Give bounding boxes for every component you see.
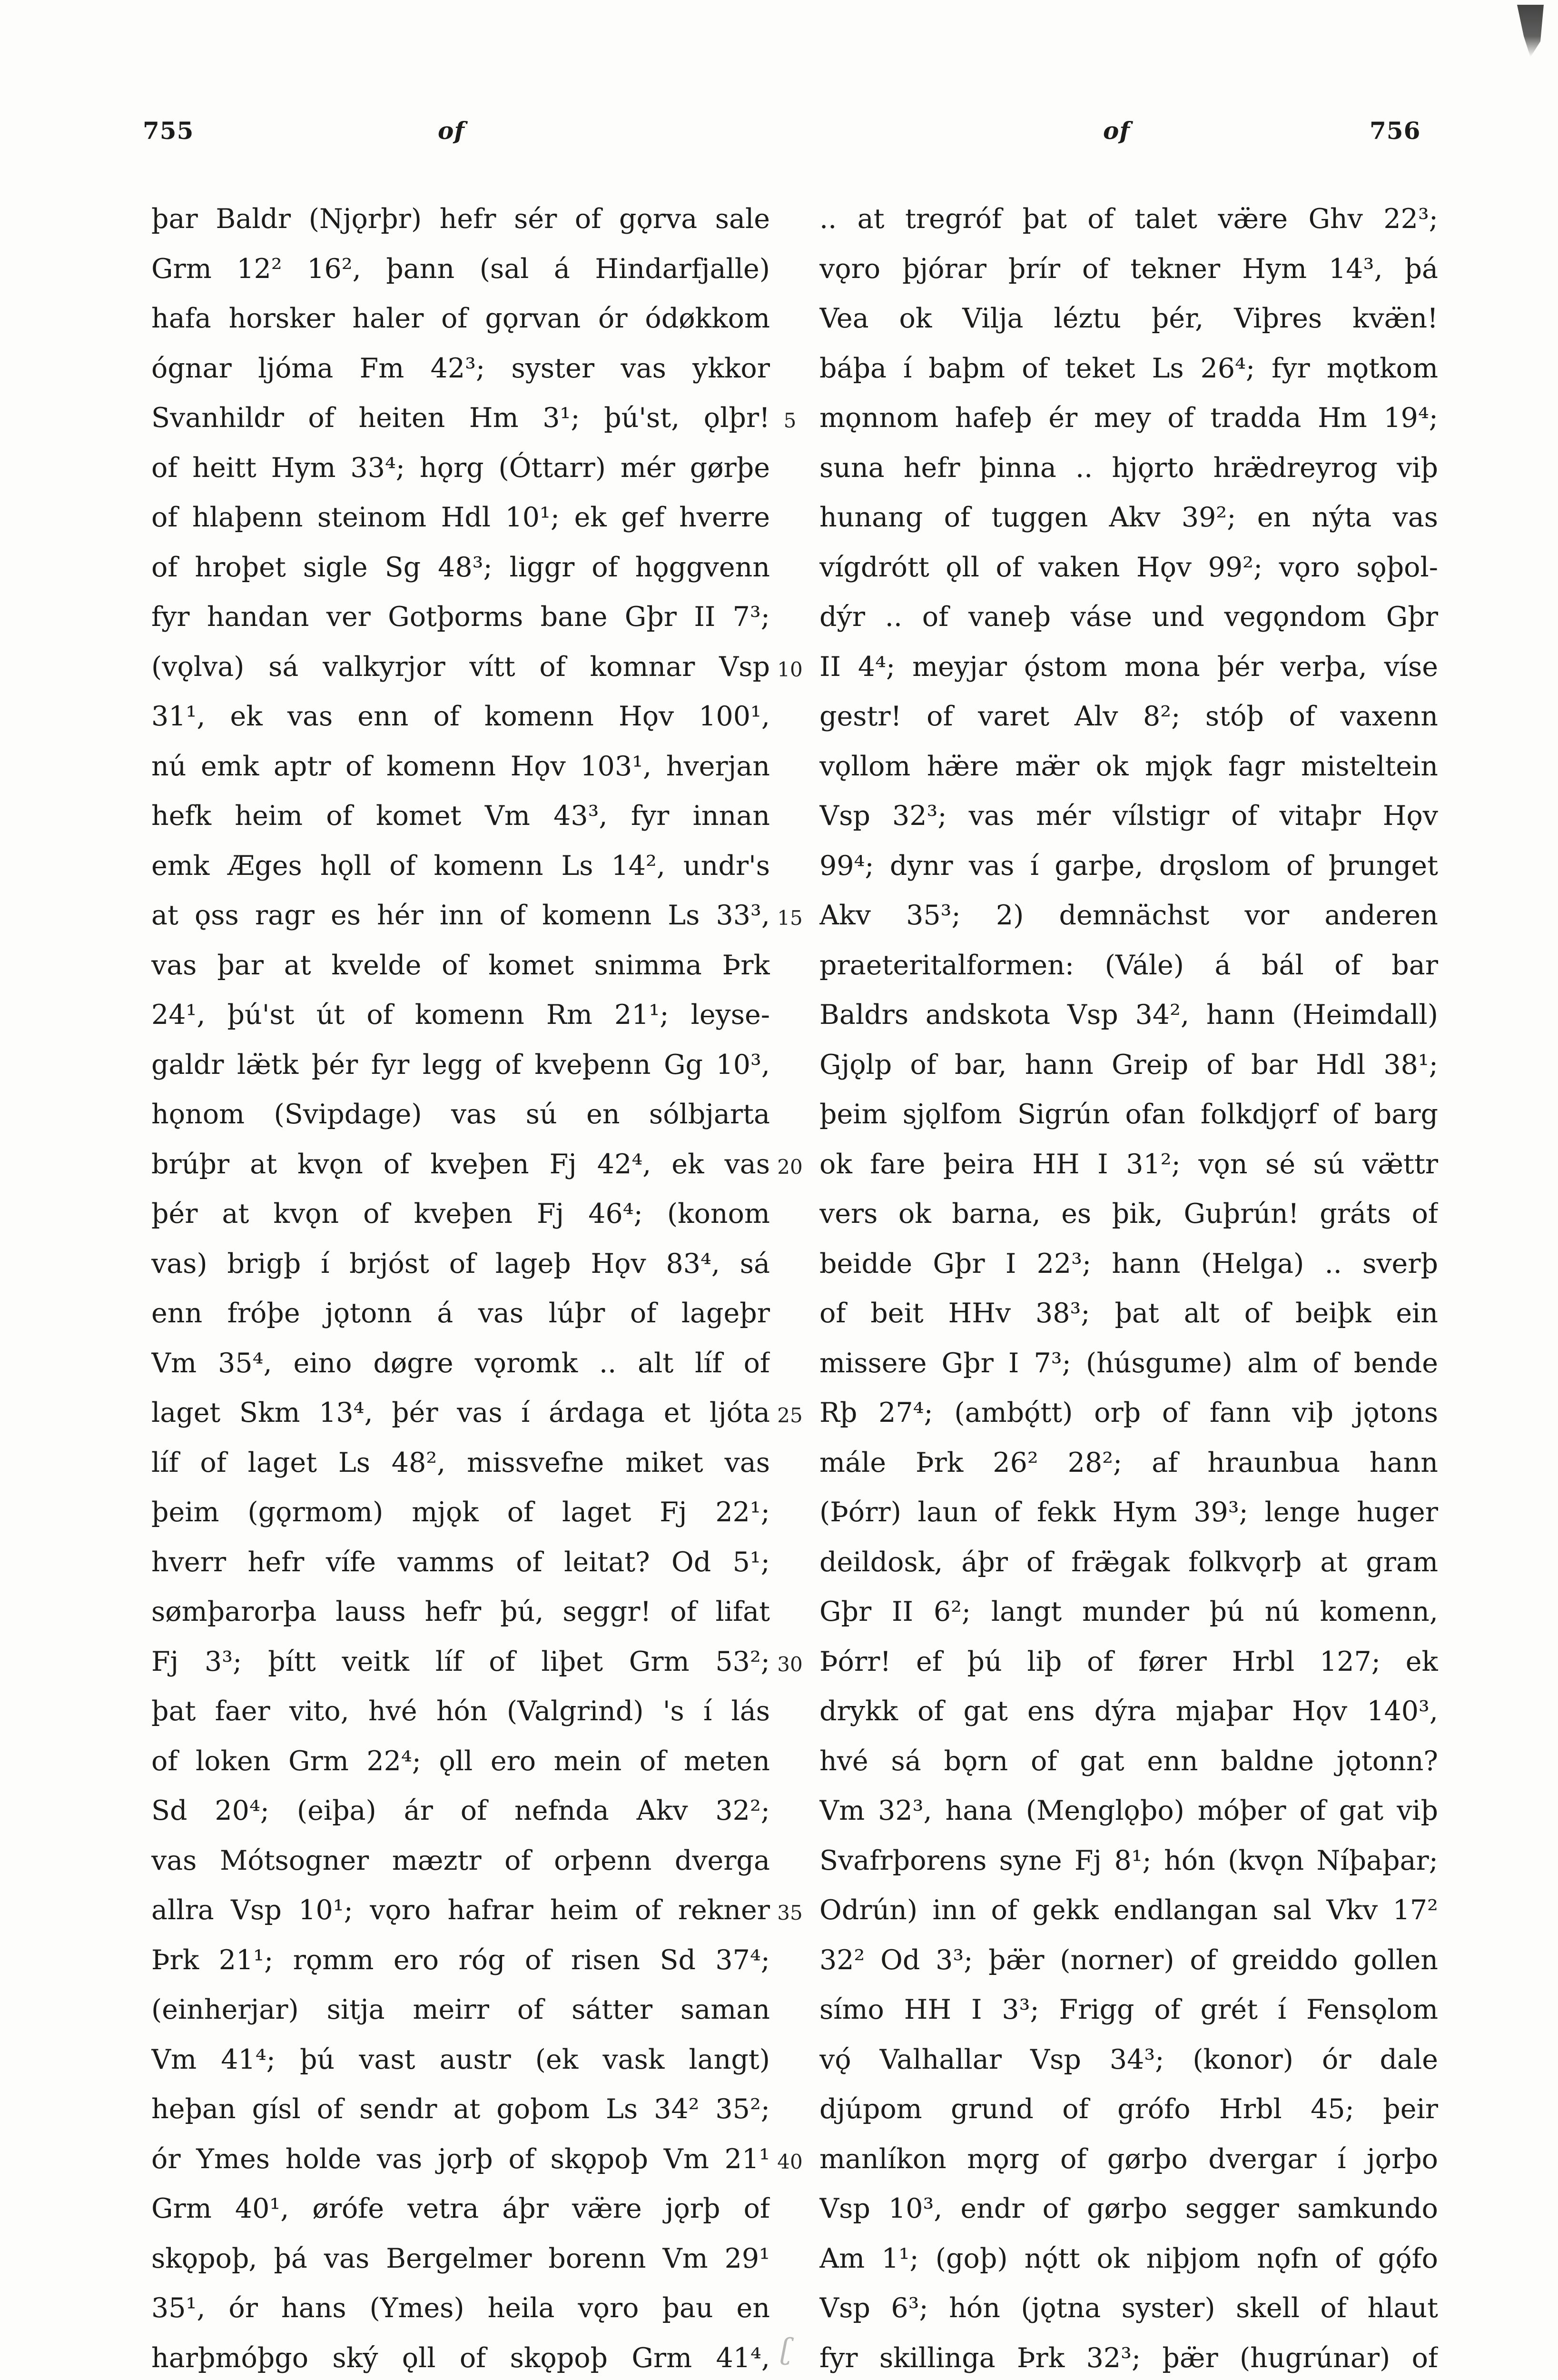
text-line: hvé sá bǫrn of gat enn baldne jǫtonn? <box>819 1745 1438 1777</box>
text-line: vǫ́ Valhallar Vsp 34³; (konor) ór dale <box>819 2043 1438 2075</box>
text-line: of hlaþenn steinom Hdl 10¹; ek gef hverre <box>151 502 770 533</box>
text-line: Baldrs andskota Vsp 34², hann (Heimdall) <box>819 999 1438 1031</box>
text-line: báþa í baþm of teket Ls 26⁴; fyr mǫtkom <box>819 352 1438 384</box>
page-corner-mark <box>1510 5 1544 57</box>
text-line: Vm 32³, hana (Menglǫþo) móþer of gat viþ <box>819 1795 1438 1826</box>
text-line: þat faer vito, hvé hón (Valgrind) 's í lás <box>151 1696 770 1727</box>
text-line: vígdrótt ǫll of vaken Hǫv 99²; vǫro sǫþol- <box>819 551 1438 583</box>
text-line: (vǫlva) sá valkyrjor vítt of komnar Vsp <box>151 651 770 683</box>
text-line: Svanhildr of heiten Hm 3¹; þú'st, ǫlþr! <box>151 402 770 434</box>
line-number: 40 <box>777 2150 803 2173</box>
text-line: of hroþet sigle Sg 48³; liggr of hǫggvenn <box>151 551 770 583</box>
text-line: beidde Gþr I 22³; hann (Helga) .. sverþ <box>819 1248 1438 1279</box>
text-line: þeim sjǫlfom Sigrún ofan folkdjǫrf of barg <box>819 1099 1438 1130</box>
text-line: of beit HHv 38³; þat alt of beiþk ein <box>819 1298 1438 1329</box>
text-line: Þórr! ef þú liþ of fører Hrbl 127; ek <box>819 1646 1438 1677</box>
text-line: Vm 41⁴; þú vast austr (ek vask langt) <box>151 2043 770 2075</box>
text-line: hunang of tuggen Akv 39²; en nýta vas <box>819 502 1438 533</box>
footer-pencil-mark: ʗ <box>780 2332 793 2366</box>
text-line: Svafrþorens syne Fj 8¹; hón (kvǫn Níþaþar; <box>819 1844 1438 1876</box>
text-line: Vm 35⁴, eino døgre vǫromk .. alt líf of <box>151 1347 770 1379</box>
text-line: líf of laget Ls 48², missvefne miket vas <box>151 1447 770 1478</box>
text-line: brúþr at kvǫn of kveþen Fj 42⁴, ek vas <box>151 1148 770 1180</box>
text-line: símo HH I 3³; Frigg of grét í Fensǫlom <box>819 1994 1438 2025</box>
text-line: Vea ok Vilja léztu þér, Viþres kvæ̈n! <box>819 303 1438 334</box>
text-line: hafa horsker haler of gǫrvan ór ódøkkom <box>151 303 770 334</box>
text-line: Grm 40¹, ørófe vetra áþr væ̈re jǫrþ of <box>151 2193 770 2224</box>
text-line: 32² Od 3³; þæ̈r (norner) of greiddo gollen <box>819 1944 1438 1976</box>
text-line: dýr .. of vaneþ váse und vegǫndom Gþr <box>819 601 1438 633</box>
text-line: suna hefr þinna .. hjǫrto hræ̈dreyrog viþ <box>819 452 1438 484</box>
line-number: 35 <box>777 1901 803 1924</box>
text-line: laget Skm 13⁴, þér vas í árdaga et ljóta <box>151 1397 770 1428</box>
text-line: Am 1¹; (goþ) nǫ́tt ok niþjom nǫfn of gǫ́fo <box>819 2242 1438 2274</box>
text-line: Fj 3³; þítt veitk líf of liþet Grm 53²; <box>151 1646 770 1677</box>
text-line: ógnar ljóma Fm 42³; syster vas ykkor <box>151 352 770 384</box>
text-line: Vsp 6³; hón (jǫtna syster) skell of hlaut <box>819 2292 1438 2324</box>
text-line: Þrk 21¹; rǫmm ero róg of risen Sd 37⁴; <box>151 1944 770 1976</box>
text-line: þér at kvǫn of kveþen Fj 46⁴; (konom <box>151 1198 770 1230</box>
text-line: 35¹, ór hans (Ymes) heila vǫro þau en <box>151 2292 770 2324</box>
line-number: 5 <box>783 409 797 432</box>
text-line: vǫllom hæ̈re mæ̈r ok mjǫk fagr misteltein <box>819 750 1438 782</box>
text-line: enn fróþe jǫtonn á vas lúþr of lageþr <box>151 1298 770 1329</box>
text-line: 24¹, þú'st út of komenn Rm 21¹; leyse- <box>151 999 770 1031</box>
text-line: II 4⁴; meyjar ǫ́stom mona þér verþa, víse <box>819 651 1438 683</box>
text-line: sømþarorþa lauss hefr þú, seggr! of lifat <box>151 1596 770 1627</box>
text-line: fyr skillinga Þrk 32³; þæ̈r (hugrúnar) of <box>819 2342 1438 2374</box>
left-running-head: of <box>438 117 465 145</box>
line-number: 20 <box>777 1155 803 1179</box>
line-number: 15 <box>777 906 803 930</box>
text-line: hǫnom (Svipdage) vas sú en sólbjarta <box>151 1099 770 1130</box>
text-line: Vsp 10³, endr of gørþo segger samkundo <box>819 2193 1438 2224</box>
text-line: emk Æges hǫll of komenn Ls 14², undr's <box>151 850 770 882</box>
text-line: vǫro þjórar þrír of tekner Hym 14³, þá <box>819 253 1438 285</box>
text-line: Odrún) inn of gekk endlangan sal Vkv 17² <box>819 1894 1438 1926</box>
text-line: galdr læ̈tk þér fyr legg of kveþenn Gg 10³, <box>151 1049 770 1081</box>
left-page-number: 755 <box>143 117 194 145</box>
text-line: Rþ 27⁴; (ambǫ́tt) orþ of fann viþ jǫtons <box>819 1397 1438 1428</box>
left-text-column <box>151 194 770 2380</box>
text-line: gestr! of varet Alv 8²; stóþ of vaxenn <box>819 701 1438 732</box>
text-line: (einherjar) sitja meirr of sátter saman <box>151 1994 770 2025</box>
line-number: 10 <box>777 657 803 681</box>
text-line: vas Mótsogner mæztr of orþenn dverga <box>151 1844 770 1876</box>
line-number: 25 <box>777 1404 803 1427</box>
text-line: at ǫss ragr es hér inn of komenn Ls 33³, <box>151 900 770 931</box>
text-line: of loken Grm 22⁴; ǫll ero mein of meten <box>151 1745 770 1777</box>
text-line: ok fare þeira HH I 31²; vǫn sé sú væ̈ttr <box>819 1148 1438 1180</box>
text-line: þar Baldr (Njǫrþr) hefr sér of gǫrva sale <box>151 203 770 235</box>
text-line: 99⁴; dynr vas í garþe, drǫslom of þrunget <box>819 850 1438 882</box>
text-line: heþan gísl of sendr at goþom Ls 34² 35²; <box>151 2093 770 2125</box>
text-line: 31¹, ek vas enn of komenn Hǫv 100¹, <box>151 701 770 732</box>
text-line: missere Gþr I 7³; (húsgume) alm of bende <box>819 1347 1438 1379</box>
text-line: Gþr II 6²; langt munder þú nú komenn, <box>819 1596 1438 1627</box>
text-line: ór Ymes holde vas jǫrþ of skǫpoþ Vm 21¹ <box>151 2143 770 2175</box>
text-line: hverr hefr vífe vamms of leitat? Od 5¹; <box>151 1546 770 1578</box>
right-running-head: of <box>1103 117 1130 145</box>
text-line: Sd 20⁴; (eiþa) ár of nefnda Akv 32²; <box>151 1795 770 1826</box>
text-line: of heitt Hym 33⁴; hǫrg (Óttarr) mér gørþe <box>151 452 770 484</box>
text-line: drykk of gat ens dýra mjaþar Hǫv 140³, <box>819 1696 1438 1727</box>
text-line: deildosk, áþr of fræ̈gak folkvǫrþ at gram <box>819 1546 1438 1578</box>
text-line: skǫpoþ, þá vas Bergelmer borenn Vm 29¹ <box>151 2242 770 2274</box>
text-line: fyr handan ver Gotþorms bane Gþr II 7³; <box>151 601 770 633</box>
text-line: Vsp 32³; vas mér vílstigr of vitaþr Hǫv <box>819 800 1438 832</box>
text-line: hefk heim of komet Vm 43³, fyr innan <box>151 800 770 832</box>
text-line: vas) brigþ í brjóst of lageþ Hǫv 83⁴, sá <box>151 1248 770 1279</box>
text-line: þeim (gǫrmom) mjǫk of laget Fj 22¹; <box>151 1497 770 1528</box>
text-line: vas þar at kvelde of komet snimma Þrk <box>151 949 770 981</box>
text-line: (Þórr) laun of fekk Hym 39³; lenge huger <box>819 1497 1438 1528</box>
text-line: nú emk aptr of komenn Hǫv 103¹, hverjan <box>151 750 770 782</box>
line-number: 30 <box>777 1652 803 1676</box>
text-line: manlíkon mǫrg of gørþo dvergar í jǫrþo <box>819 2143 1438 2175</box>
text-line: Gjǫlp of bar, hann Greip of bar Hdl 38¹; <box>819 1049 1438 1081</box>
text-line: mǫnnom hafeþ ér mey of tradda Hm 19⁴; <box>819 402 1438 434</box>
text-line: vers ok barna, es þik, Guþrún! gráts of <box>819 1198 1438 1230</box>
text-line: mále Þrk 26² 28²; af hraunbua hann <box>819 1447 1438 1478</box>
text-line: praeteritalformen: (Vále) á bál of bar <box>819 949 1438 981</box>
text-line: allra Vsp 10¹; vǫro hafrar heim of rekner <box>151 1894 770 1926</box>
text-line: Grm 12² 16², þann (sal á Hindarfjalle) <box>151 253 770 285</box>
text-line: harþmóþgo ský ǫll of skǫpoþ Grm 41⁴, <box>151 2342 770 2374</box>
right-page-number: 756 <box>1370 117 1421 145</box>
text-line: Akv 35³; 2) demnächst vor anderen <box>819 900 1438 931</box>
text-line: djúpom grund of grófo Hrbl 45; þeir <box>819 2093 1438 2125</box>
right-text-column <box>819 194 1438 2380</box>
text-line: .. at tregróf þat of talet væ̈re Ghv 22³; <box>819 203 1438 235</box>
